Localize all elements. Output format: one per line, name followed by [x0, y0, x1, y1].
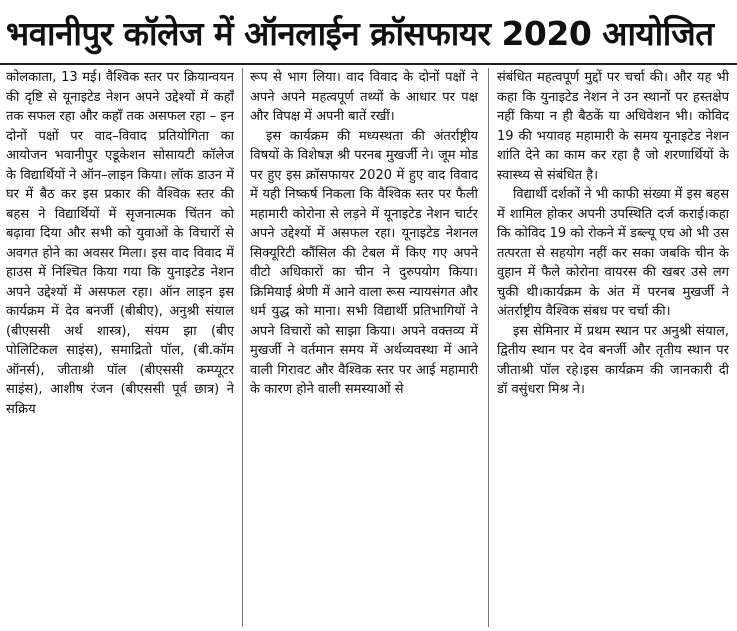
paragraph: इस कार्यक्रम की मध्यस्थता की अंतर्राष्ट्रीय विषयों के विशेषज्ञ श्री परनब मुखर्जी ने। जूम मोड पर हुए इस क्रॉसफायर 2020 में हुए वाद विवाद में यही निष्कर्ष निकला कि वैश्विक स्तर पर फैली महामारी कोरोना से लड़ने में यूनाइटेड नेशन चार्टर अपने उद्देश्यों में असफल रहा। यूनाइटेड नेशनल सिक्यूरिटी कौंसिल की टेबल में किए गए अपने वीटो अधिकारों का चीन ने दुरुपयोग किया। क्रिमियाई श्रेणी में आने वाला रूस न्यायसंगत और धर्म युद्ध को माना। सभी विद्यार्थी प्रतिभागियों ने अपने विचारों को साझा किया। अपने वक्तव्य में मुखर्जी ने वर्तमान समय में अर्थव्यवस्था में आने वाली गिरावट और वैश्विक स्तर पर आई महामारी के कारण होने वाली समस्याओं से	[250, 128, 478, 397]
headline: भवानीपुर कॉलेज में ऑनलाईन क्रॉसफायर 2020 आयोजित	[6, 14, 714, 53]
headline-rule	[0, 63, 737, 65]
article-column-1	[6, 68, 234, 627]
article-column-2	[250, 68, 478, 627]
paragraph: इस सेमिनार में प्रथम स्थान पर अनुश्री संयाल, द्वितीय स्थान पर देव बनर्जी और तृतीय स्थान पर जीताश्री पॉल रहे।इस कार्यक्रम की जानकारी दी डॉ वसुंधरा मिश्र ने।	[497, 323, 729, 397]
column-divider	[242, 68, 243, 627]
paragraph: विद्यार्थी दर्शकों ने भी काफी संख्या में इस बहस में शामिल होकर अपनी उपस्थिति दर्ज कराई।कहा कि कोविद 19 को रोकने में डब्ल्यू एच ओ भी उस तत्परता से सहयोग नहीं कर सका जबकि चीन के वुहान में फैले कोरोना वायरस की खबर उसे लग चुकी थी।कार्यक्रम के अंत में परनब मुखर्जी ने अंतर्राष्ट्रीय वैश्विक संबध पर चर्चा की।	[497, 187, 729, 319]
article-column-3	[497, 68, 729, 627]
column-divider	[488, 68, 489, 627]
paragraph: कोलकाता, 13 मई। वैश्विक स्तर पर क्रियान्वयन की दृष्टि से यूनाइटेड नेशन अपने उद्देश्यों में कहाँ तक सफल रहा और कहाँ तक असफल रहा – इन दोनों पक्षों पर वाद–विवाद प्रतियोगिता का आयोजन भवानीपुर एडूकेशन सोसायटी कॉलेज के विद्यार्थियों ने ऑन–लाइन किया। लॉक डाउन में घर में बैठ कर इस प्रकार की वैश्विक स्तर की बहस ने विद्यार्थियों में सृजनात्मक चिंतन को बढ़ावा दिया और सभी को युवाओं के विचारों से अवगत होने का अवसर मिला। इस वाद विवाद में हाउस में निश्चित किया गया कि युनाइटेड नेशन अपने उद्देश्यों में असफल रहा। ऑन लाइन इस कार्यक्रम में देव बनर्जी (बीबीए), अनुश्री संयाल (बीएससी अर्थ शास्त्र), संयम झा (बीए पोलिटिकल साइंस), समाद्रितो पॉल, (बी.कॉम ऑनर्स), जीताश्री पॉल (बीएससी कम्प्यूटर साइंस), आशीष रंजन (बीएससी पूर्व छात्र) ने सक्रिय	[6, 70, 234, 417]
paragraph: रूप से भाग लिया। वाद विवाद के दोनों पक्षों ने अपने अपने महत्वपूर्ण तथ्यों के आधार पर पक्ष और विपक्ष में अपनी बातें रखीं।	[250, 70, 478, 124]
paragraph: संबंधित महत्वपूर्ण मुद्दों पर चर्चा की। और यह भी कहा कि युनाइटेड नेशन ने उन स्थानों पर हस्तक्षेप नहीं किया न ही बैठकें या अधिवेशन भी। कोविद 19 की भयावह महामारी के समय यूनाइटेड नेशन शांति देने का काम कर रहा है जो शरणार्थियों के स्वास्थ्य से संबंधित है।	[497, 70, 729, 183]
